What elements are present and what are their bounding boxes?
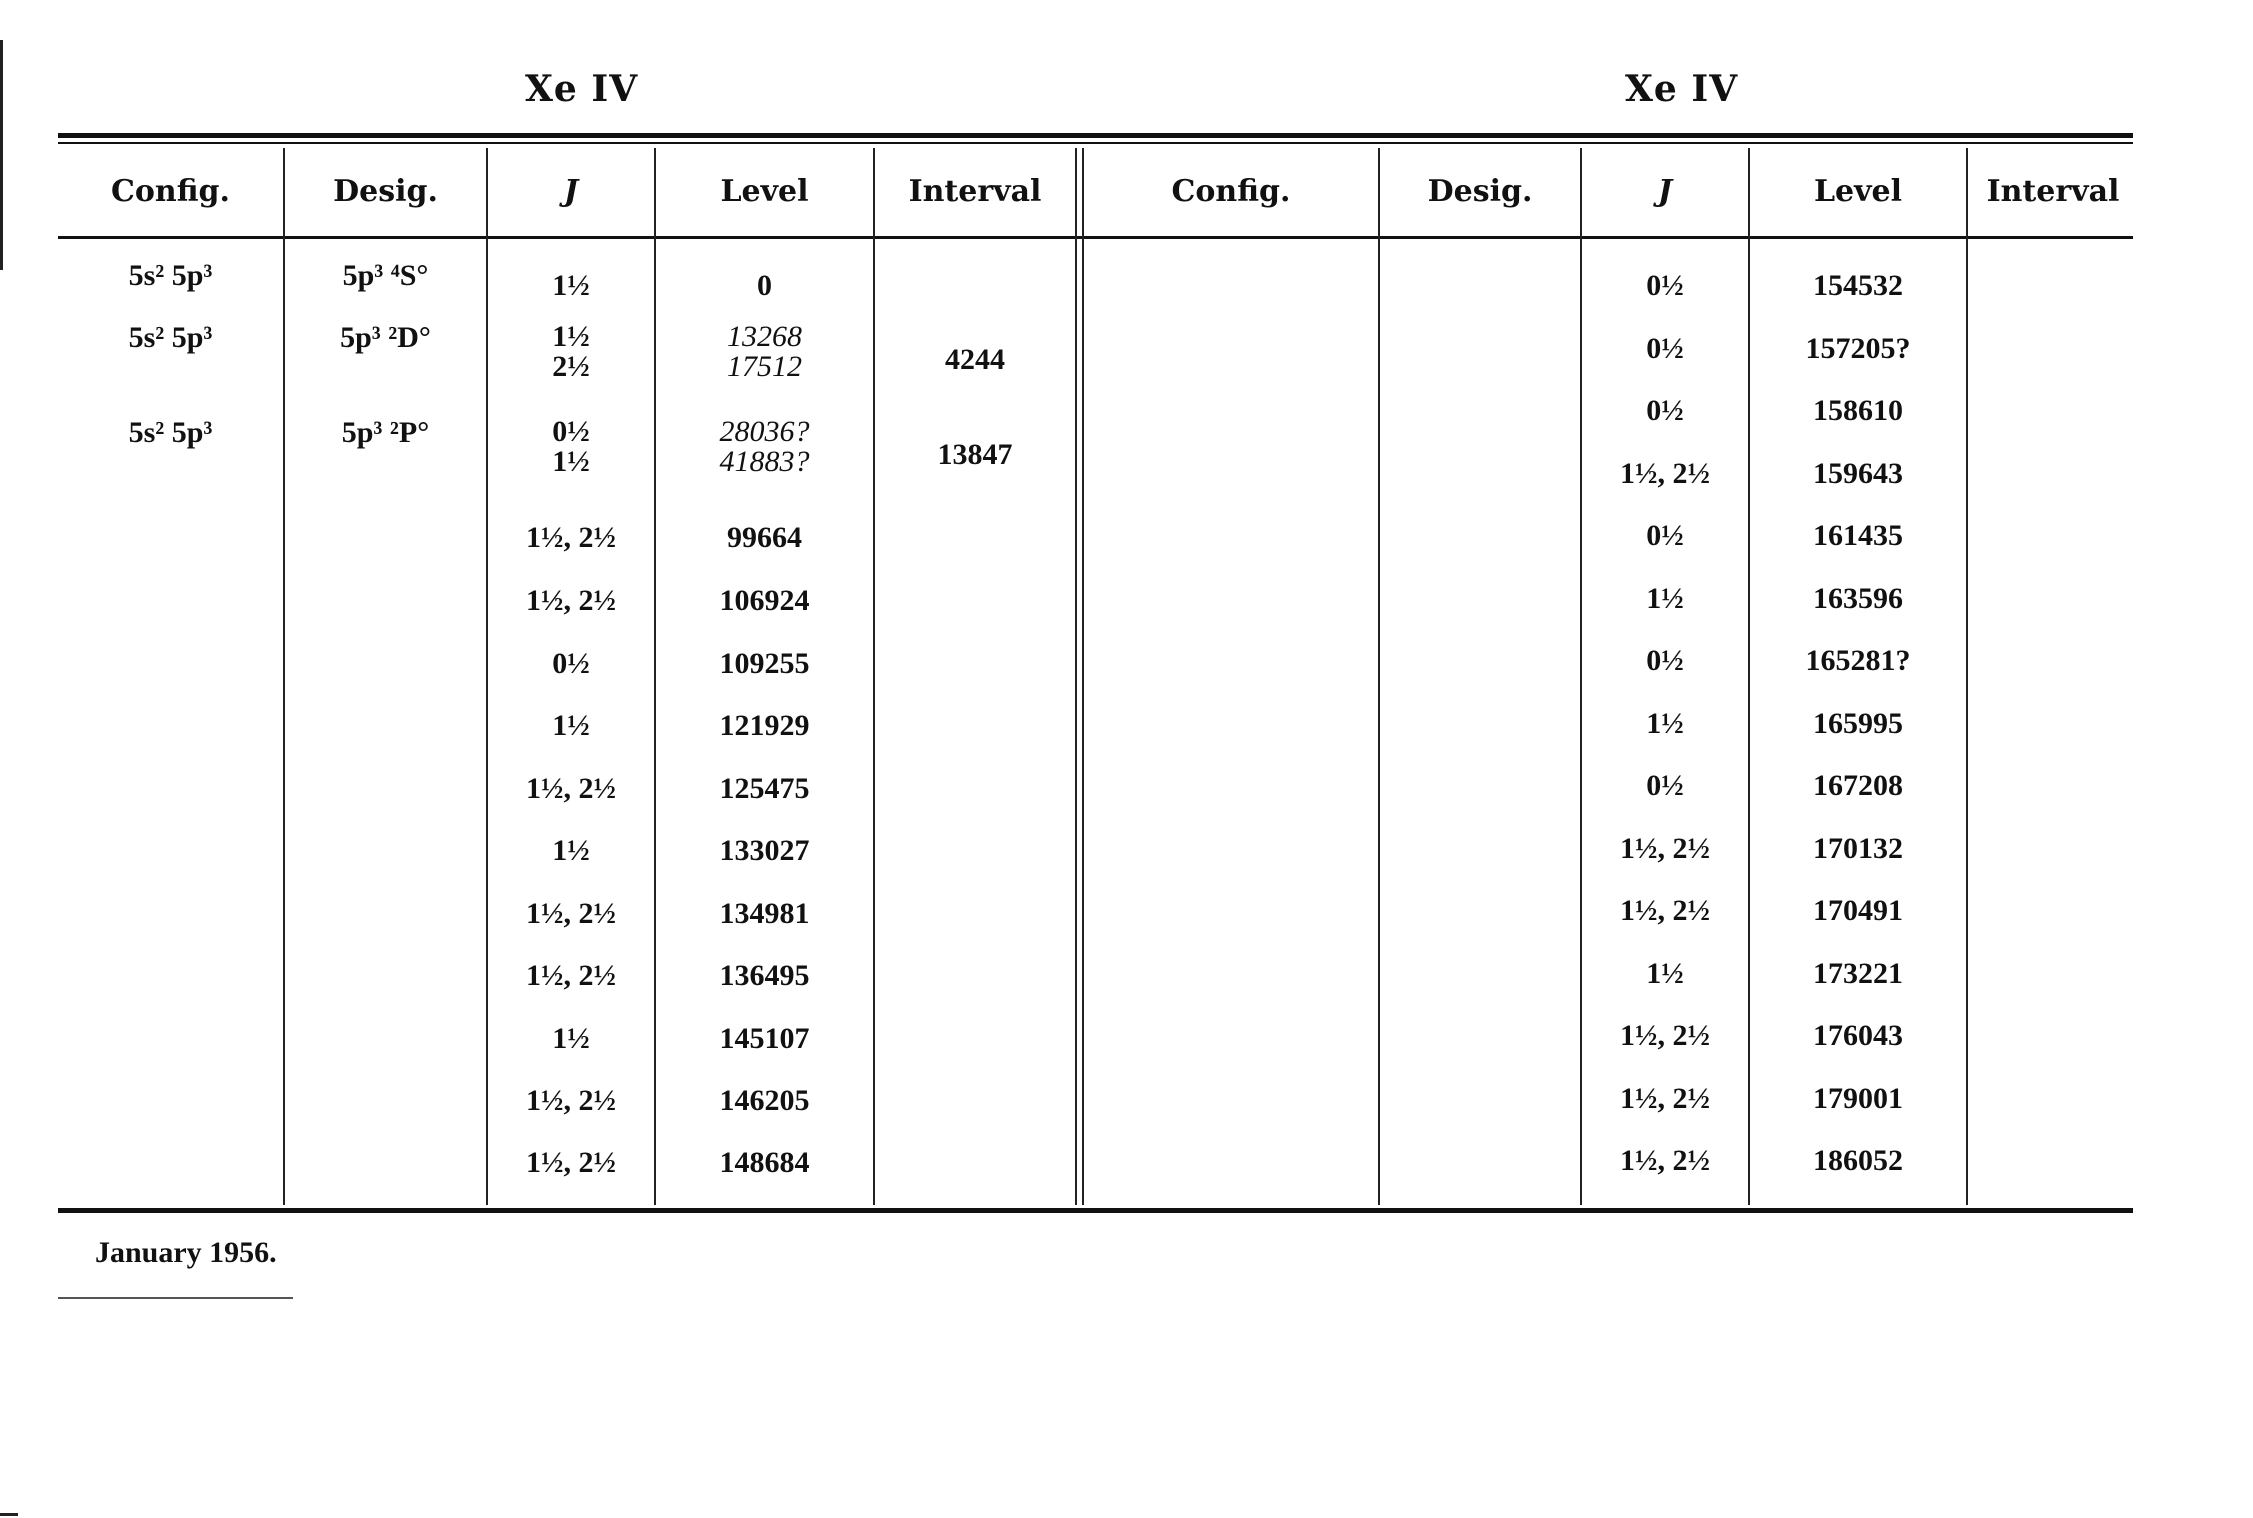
config-cell bbox=[58, 310, 283, 366]
top-rule-thick bbox=[58, 133, 2133, 138]
j-cell bbox=[488, 823, 654, 879]
level-cell bbox=[1750, 383, 1966, 439]
level-cell bbox=[656, 258, 873, 314]
desig-cell bbox=[285, 310, 486, 366]
j-cell-value: 1½ bbox=[552, 709, 590, 742]
j-cell bbox=[1582, 258, 1748, 314]
j-cell bbox=[1582, 821, 1748, 877]
table-title-right: Xe IV bbox=[1625, 68, 1739, 110]
interval-cell bbox=[875, 427, 1075, 483]
j-cell-value: 1½, 2½ bbox=[526, 1146, 616, 1179]
j-cell bbox=[1582, 508, 1748, 564]
j-cell-value: 0½ bbox=[1646, 394, 1684, 427]
level-cell-value: 145107 bbox=[719, 1022, 810, 1055]
level-cell-value: 170132 bbox=[1813, 831, 1903, 865]
j-cell-value: 0½ bbox=[1646, 519, 1684, 552]
j-cell-value: 1½, 2½ bbox=[1620, 831, 1710, 865]
level-cell bbox=[1750, 508, 1966, 564]
level-cell bbox=[656, 415, 873, 479]
level-cell-value: 186052 bbox=[1813, 1144, 1903, 1177]
level-cell bbox=[656, 573, 873, 629]
j-cell-value: 0½ bbox=[1646, 769, 1684, 802]
j-cell-value: 1½ bbox=[1646, 581, 1684, 615]
level-cell-value: 173221 bbox=[1813, 956, 1903, 990]
config-cell bbox=[58, 248, 283, 304]
level-cell-value: 136495 bbox=[719, 959, 810, 992]
j-cell bbox=[488, 258, 654, 314]
level-cell bbox=[1750, 946, 1966, 1002]
level-cell bbox=[656, 761, 873, 817]
config-cell-value: 5s² 5p³ bbox=[128, 259, 213, 292]
interval-cell bbox=[875, 332, 1075, 388]
j-cell-value: 0½ bbox=[552, 647, 590, 680]
level-cell bbox=[656, 948, 873, 1004]
header-level: Level bbox=[720, 173, 809, 209]
level-cell-value: 106924 bbox=[719, 584, 810, 617]
level-cell bbox=[1750, 1008, 1966, 1064]
config-cell-value: 5s² 5p³ bbox=[128, 321, 213, 354]
j-cell bbox=[488, 510, 654, 566]
table-divider bbox=[1075, 148, 1077, 1205]
j-cell-value: 1½, 2½ bbox=[526, 584, 616, 617]
level-cell-value: 99664 bbox=[727, 521, 802, 554]
j-cell bbox=[488, 636, 654, 692]
level-cell bbox=[1750, 258, 1966, 314]
header-level: Level bbox=[1813, 173, 1903, 209]
j-cell-value: 1½ bbox=[552, 834, 590, 867]
level-cell-value: 148684 bbox=[719, 1146, 810, 1179]
desig-cell-value: 5p³ ²P° bbox=[341, 416, 430, 449]
j-cell bbox=[488, 573, 654, 629]
level-cell-value: 146205 bbox=[719, 1084, 810, 1117]
level-cell-value: 159643 bbox=[1813, 456, 1903, 490]
level-cell bbox=[1750, 696, 1966, 752]
level-cell bbox=[656, 1073, 873, 1129]
j-cell bbox=[488, 1073, 654, 1129]
column-divider bbox=[283, 148, 285, 1205]
margin-dash bbox=[0, 1513, 18, 1516]
j-cell-value: 1½, 2½ bbox=[526, 772, 616, 805]
level-cell bbox=[656, 823, 873, 879]
footnote-rule bbox=[58, 1297, 293, 1299]
level-cell bbox=[1750, 1071, 1966, 1127]
level-cell-value: 17512 bbox=[727, 350, 802, 383]
j-cell-value: 0½ bbox=[1646, 269, 1684, 302]
j-cell bbox=[488, 320, 654, 384]
level-cell bbox=[656, 510, 873, 566]
level-cell-value: 134981 bbox=[719, 897, 810, 930]
level-cell bbox=[656, 1011, 873, 1067]
footnote-date: January 1956. bbox=[95, 1236, 277, 1269]
level-cell-value: 13268 bbox=[727, 320, 802, 353]
header-interval: Interval bbox=[908, 173, 1042, 209]
level-cell bbox=[1750, 633, 1966, 689]
j-cell-value: 1½, 2½ bbox=[526, 521, 616, 554]
config-cell-value: 5s² 5p³ bbox=[128, 416, 213, 449]
j-cell-value: 1½ bbox=[552, 445, 590, 478]
j-cell bbox=[488, 1135, 654, 1191]
level-cell bbox=[656, 636, 873, 692]
j-cell bbox=[1582, 1071, 1748, 1127]
j-cell bbox=[1582, 383, 1748, 439]
level-cell-value: 165995 bbox=[1813, 706, 1903, 740]
level-cell bbox=[1750, 571, 1966, 627]
j-cell-value: 1½, 2½ bbox=[1620, 1081, 1710, 1115]
j-cell bbox=[1582, 633, 1748, 689]
j-cell bbox=[1582, 946, 1748, 1002]
bottom-rule bbox=[58, 1208, 2133, 1213]
header-rule bbox=[58, 236, 2133, 239]
level-cell-value: 179001 bbox=[1813, 1081, 1903, 1115]
j-cell bbox=[488, 948, 654, 1004]
level-cell bbox=[1750, 446, 1966, 502]
level-cell-value: 157205? bbox=[1805, 331, 1911, 365]
desig-cell bbox=[285, 405, 486, 461]
j-cell-value: 1½ bbox=[1646, 706, 1684, 740]
header-config: Config. bbox=[111, 173, 230, 209]
j-cell-value: 0½ bbox=[1646, 331, 1684, 365]
j-cell-value: 1½ bbox=[552, 269, 590, 302]
j-cell bbox=[488, 1011, 654, 1067]
j-cell-value: 0½ bbox=[552, 415, 590, 448]
j-cell-value: 1½, 2½ bbox=[1620, 456, 1710, 490]
j-cell bbox=[1582, 883, 1748, 939]
j-cell bbox=[488, 698, 654, 754]
level-cell-value: 41883? bbox=[719, 445, 810, 478]
j-cell-value: 1½ bbox=[1646, 956, 1684, 990]
j-cell bbox=[1582, 571, 1748, 627]
desig-cell-value: 5p³ ²D° bbox=[340, 321, 431, 354]
header-interval: Interval bbox=[1986, 173, 2120, 209]
level-cell-value: 170491 bbox=[1813, 894, 1903, 927]
j-cell bbox=[1582, 1133, 1748, 1189]
j-cell bbox=[488, 886, 654, 942]
j-cell-value: 1½ bbox=[552, 320, 590, 353]
config-cell bbox=[58, 405, 283, 461]
level-cell bbox=[656, 698, 873, 754]
level-cell bbox=[1750, 1133, 1966, 1189]
j-cell bbox=[1582, 1008, 1748, 1064]
level-cell bbox=[656, 1135, 873, 1191]
level-cell-value: 121929 bbox=[719, 709, 810, 742]
j-cell-value: 2½ bbox=[552, 350, 590, 383]
j-cell-value: 1½, 2½ bbox=[1620, 894, 1710, 927]
header-j: J bbox=[1657, 173, 1673, 209]
j-cell bbox=[1582, 446, 1748, 502]
j-cell bbox=[1582, 321, 1748, 377]
level-cell-value: 161435 bbox=[1813, 519, 1903, 552]
j-cell bbox=[1582, 758, 1748, 814]
level-cell-value: 133027 bbox=[719, 834, 810, 867]
j-cell bbox=[1582, 696, 1748, 752]
j-cell-value: 1½, 2½ bbox=[1620, 1144, 1710, 1177]
level-cell-value: 163596 bbox=[1813, 581, 1903, 615]
level-cell bbox=[1750, 883, 1966, 939]
level-cell-value: 109255 bbox=[719, 647, 810, 680]
level-cell bbox=[1750, 821, 1966, 877]
level-cell bbox=[1750, 758, 1966, 814]
level-cell bbox=[656, 886, 873, 942]
level-cell-value: 176043 bbox=[1813, 1019, 1903, 1052]
margin-bar bbox=[0, 40, 3, 270]
interval-cell-value: 13847 bbox=[937, 438, 1013, 471]
j-cell-value: 1½, 2½ bbox=[526, 1084, 616, 1117]
header-j: J bbox=[563, 173, 579, 209]
header-desig: Desig. bbox=[333, 173, 438, 209]
level-cell-value: 0 bbox=[757, 269, 772, 302]
header-desig: Desig. bbox=[1427, 173, 1533, 209]
desig-cell-value: 5p³ ⁴S° bbox=[342, 259, 429, 292]
column-divider bbox=[1378, 148, 1380, 1205]
top-rule-thin bbox=[58, 142, 2133, 144]
level-cell-value: 154532 bbox=[1813, 269, 1903, 302]
j-cell-value: 1½ bbox=[552, 1022, 590, 1055]
level-cell-value: 165281? bbox=[1805, 644, 1911, 677]
table-title-left: Xe IV bbox=[525, 68, 639, 110]
j-cell-value: 1½, 2½ bbox=[1620, 1019, 1710, 1052]
level-cell bbox=[1750, 321, 1966, 377]
j-cell bbox=[488, 761, 654, 817]
header-config: Config. bbox=[1171, 173, 1291, 209]
j-cell-value: 1½, 2½ bbox=[526, 959, 616, 992]
level-cell-value: 125475 bbox=[719, 772, 810, 805]
column-divider bbox=[873, 148, 875, 1205]
j-cell bbox=[488, 415, 654, 479]
j-cell-value: 1½, 2½ bbox=[526, 897, 616, 930]
level-cell-value: 158610 bbox=[1813, 394, 1903, 427]
interval-cell-value: 4244 bbox=[945, 343, 1005, 376]
level-cell bbox=[656, 320, 873, 384]
level-cell-value: 28036? bbox=[719, 415, 810, 448]
j-cell-value: 0½ bbox=[1646, 644, 1684, 677]
column-divider bbox=[1966, 148, 1968, 1205]
level-cell-value: 167208 bbox=[1813, 769, 1903, 802]
desig-cell bbox=[285, 248, 486, 304]
